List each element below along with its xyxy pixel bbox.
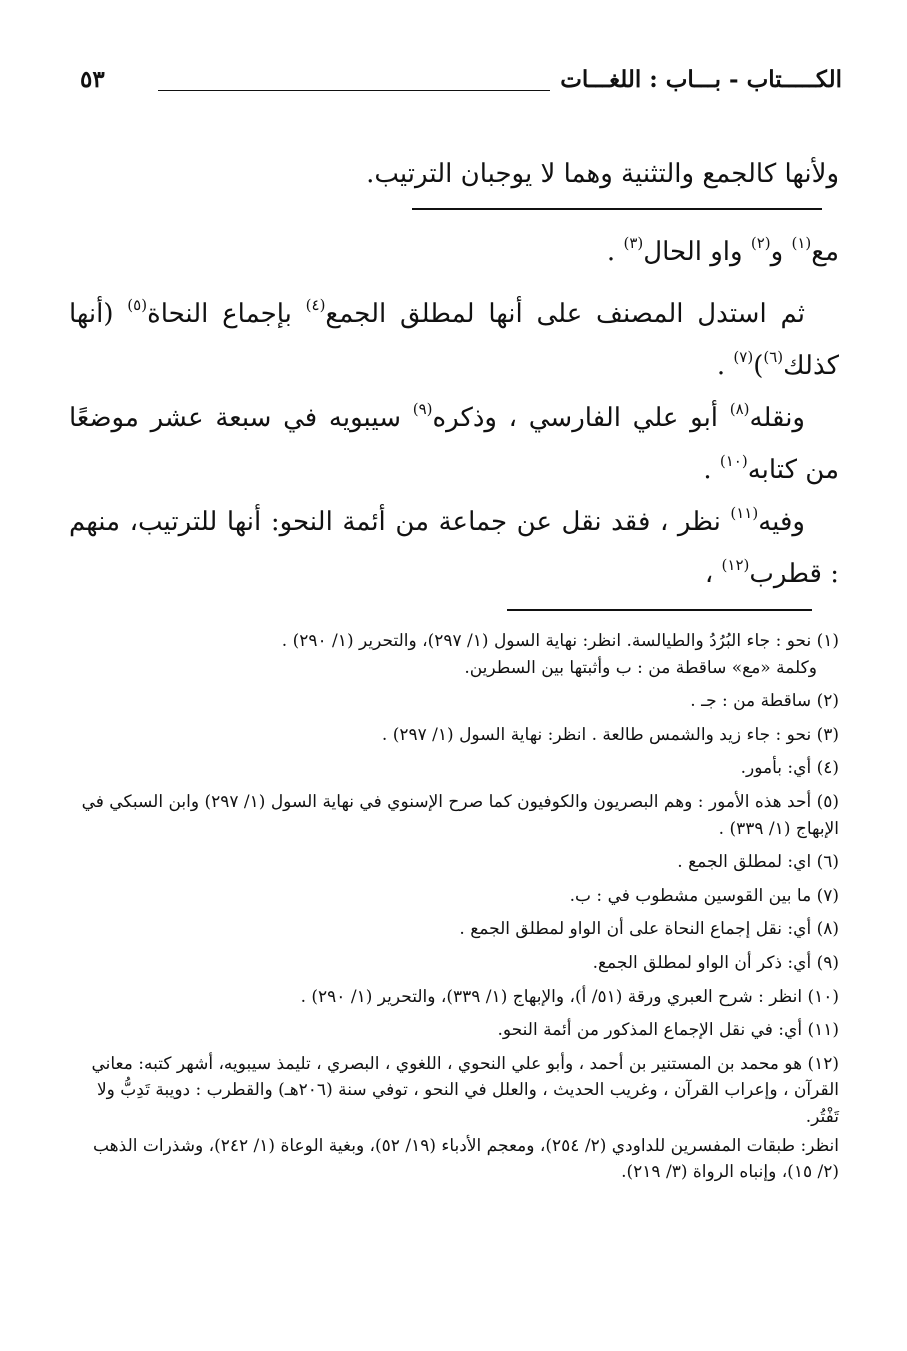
footnote-1	[69, 628, 839, 681]
footnotes	[69, 628, 839, 1193]
footnote-text: (١١) أي: في نقل الإجماع المذكور من أئمة النحو.	[497, 1020, 839, 1041]
header-rule	[158, 90, 550, 91]
footnote-10	[69, 984, 839, 1011]
footnote-ref: (١١)	[730, 504, 759, 522]
main-text: .	[606, 237, 624, 267]
footnote-ref: (٦)	[763, 348, 784, 366]
footnote-text: (٤) أي: بأمور.	[740, 758, 839, 779]
footnote-ref: (٤)	[305, 296, 326, 314]
footnote-text: (١٢) هو محمد بن المستنير بن أحمد ، وأبو علي النحوي ، اللغوي ، البصري ، تليمذ سيبويه، أشهر كتبه: معاني القرآن ، وإعراب القرآن ، وغريب الحديث ، والعلل في النحو ، توفي سنة (٢٠٦هـ) والقطرب : دويبة تَدِبُّ ولا تَفْتُر.	[91, 1053, 839, 1127]
main-text: ونقله	[749, 403, 805, 433]
footnote-text: (١) نحو : جاء البُرُدُ والطيالسة. انظر: نهاية السول (١/ ٢٩٧)، والتحرير (١/ ٢٩٠) .	[281, 631, 839, 651]
footnote-12-sources	[69, 1133, 839, 1186]
footnote-7	[69, 883, 839, 910]
footnote-3	[69, 722, 839, 749]
main-text: واو الحال	[643, 237, 751, 267]
footnote-ref: (٥)	[127, 296, 148, 314]
footnote-text: انظر: طبقات المفسرين للداودي (٢/ ٢٥٤)، ومعجم الأدباء (١٩/ ٥٢)، وبغية الوعاة (١/ ٢٤٢)، وشذرات الذهب (٢/ ١٥)، وإنباه الرواة (٣/ ٢١٩).	[92, 1135, 839, 1183]
footnote-ref: (١٢)	[721, 556, 750, 574]
main-text: )	[753, 351, 764, 381]
main-text: .	[716, 351, 734, 381]
footnote-12	[69, 1051, 839, 1131]
footnote-6	[69, 849, 839, 876]
footnote-text: (٥) أحد هذه الأمور : وهم البصريون والكوفيون كما صرح الإسنوي في نهاية السول (١/ ٢٩٧) وابن السبكي في الإبهاج (١/ ٣٣٩) .	[81, 791, 839, 839]
footnote-text: (١٠) انظر : شرح العبري ورقة (٥١/ أ)، والإبهاج (١/ ٣٣٩)، والتحرير (١/ ٢٩٠) .	[300, 986, 839, 1007]
footnote-5	[69, 789, 839, 842]
footnote-4	[69, 755, 839, 782]
paragraph-4	[69, 496, 839, 600]
paragraph-2	[69, 288, 839, 392]
page-number: ٥٣	[80, 66, 105, 93]
section-separator	[412, 208, 822, 210]
main-text: ثم استدل المصنف على أنها لمطلق الجمع	[325, 299, 805, 329]
main-text: ولأنها كالجمع والتثنية وهما لا يوجبان الترتيب.	[366, 159, 839, 189]
main-text: نظر ، فقد نقل عن جماعة من أئمة النحو: أنها للترتيب، منهم : قطرب	[69, 507, 839, 589]
footnote-ref: (٨)	[729, 400, 750, 418]
main-text: و	[770, 237, 792, 267]
main-line-1	[69, 148, 839, 200]
footnote-separator	[507, 609, 812, 611]
page-header	[72, 62, 842, 106]
main-text: مع	[811, 237, 839, 267]
footnote-continuation: وكلمة «مع» ساقطة من : ب وأثبتها بين السطرين.	[464, 657, 817, 678]
main-text: وفيه	[758, 507, 805, 537]
paragraph-3	[69, 392, 839, 496]
footnote-2	[69, 688, 839, 715]
footnote-ref: (٣)	[623, 234, 644, 252]
footnote-ref: (٢)	[750, 234, 771, 252]
footnote-text: (٣) نحو : جاء زيد والشمس طالعة . انظر: نهاية السول (١/ ٢٩٧) .	[381, 724, 839, 745]
footnote-ref: (٩)	[412, 400, 433, 418]
main-text: بإجماع النحاة	[147, 299, 306, 329]
footnote-text: (٢) ساقطة من : جـ .	[690, 691, 839, 712]
footnote-text: (٧) ما بين القوسين مشطوب في : ب.	[569, 885, 839, 906]
footnote-text: (٨) أي: نقل إجماع النحاة على أن الواو لمطلق الجمع .	[459, 919, 839, 940]
main-text: (أنها كذلك	[69, 299, 839, 381]
footnote-ref: (١)	[791, 234, 812, 252]
footnote-text: (٩) أي: ذكر أن الواو لمطلق الجمع.	[592, 952, 839, 973]
paragraph-1	[69, 226, 839, 278]
main-text: أبو علي الفارسي ، وذكره	[432, 403, 730, 433]
main-text: ،	[704, 559, 722, 589]
running-head: الكـــــتاب - بـــاب : اللغـــات	[560, 66, 842, 93]
footnote-8	[69, 916, 839, 943]
footnote-9	[69, 950, 839, 977]
footnote-ref: (٧)	[733, 348, 754, 366]
footnote-11	[69, 1017, 839, 1044]
footnote-text: (٦) اي: لمطلق الجمع .	[677, 852, 839, 873]
footnote-ref: (١٠)	[719, 452, 748, 470]
main-text: .	[703, 455, 720, 485]
main-text: سيبويه في سبعة عشر موضعًا من كتابه	[69, 403, 839, 485]
